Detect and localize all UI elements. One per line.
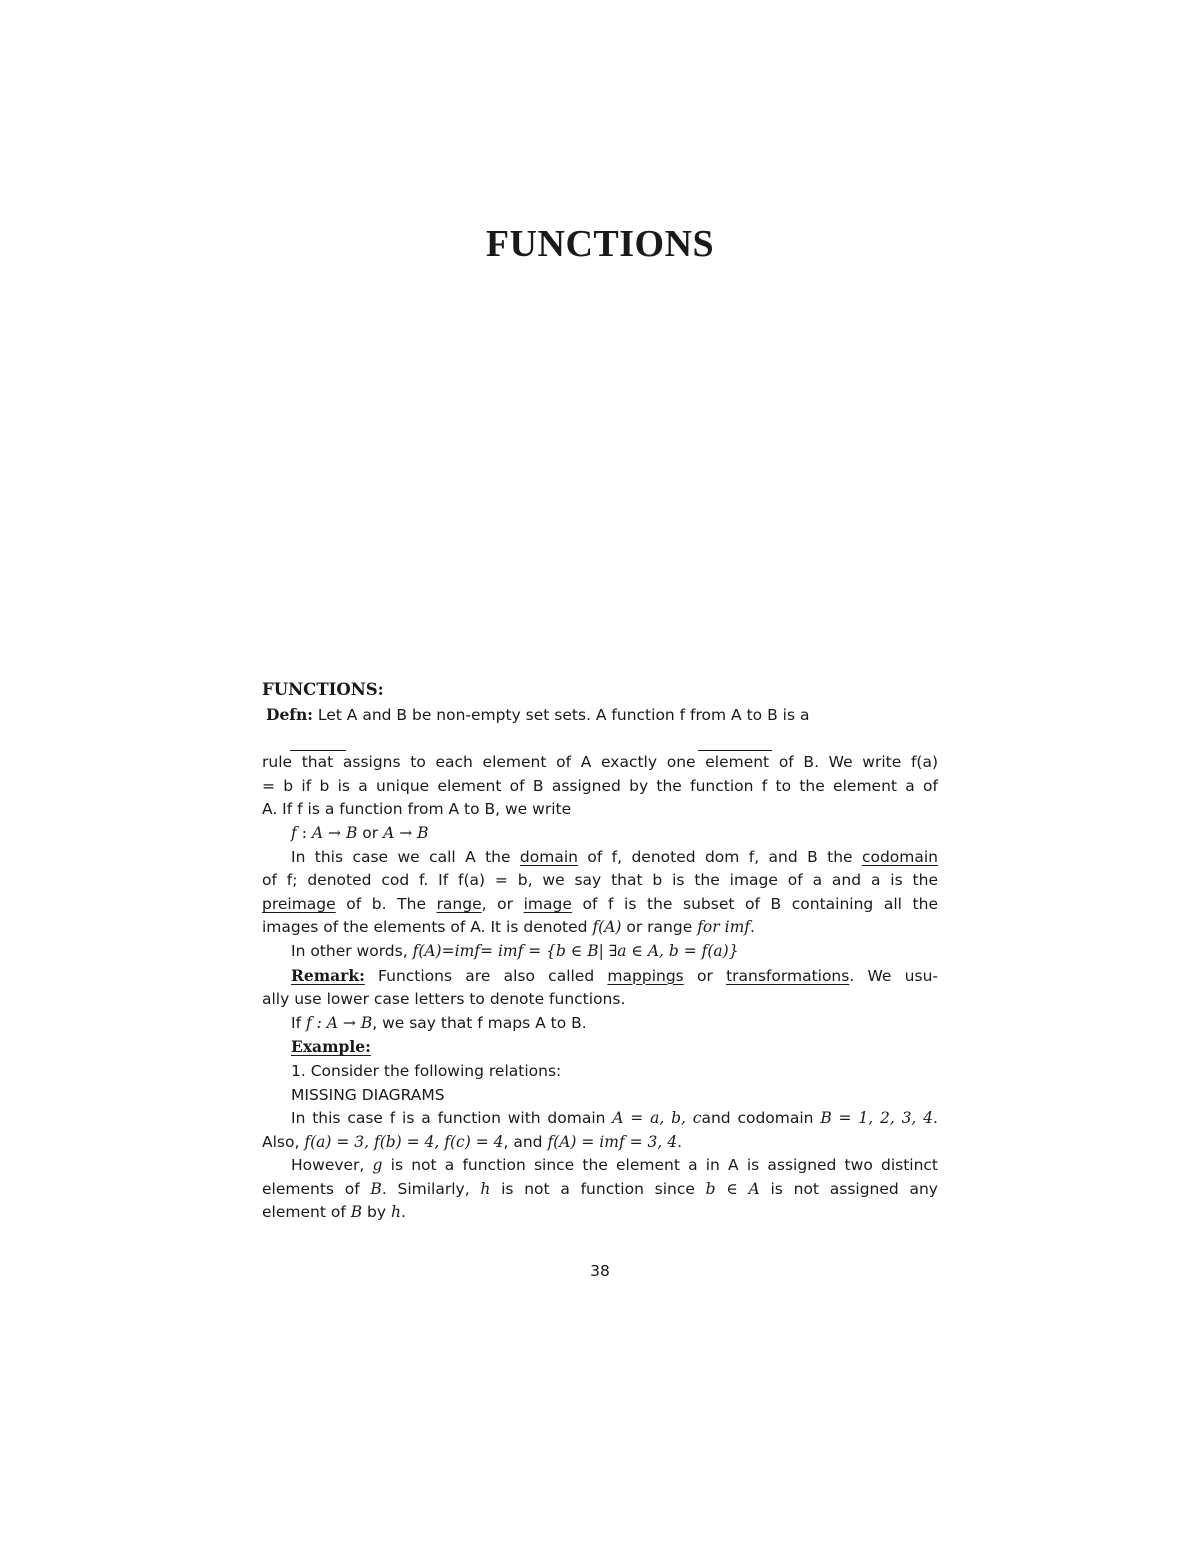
paragraph-line: In this case we call A the domain of f, denoted dom f, and B the codomain <box>291 847 938 866</box>
example-item: 1. Consider the following relations: <box>291 1061 562 1080</box>
definition-line: Defn: Let A and B be non-empty set sets. A function f from A to B is a <box>266 704 810 724</box>
however-line: However, g is not a function since the element a in A is assigned two distinct <box>291 1156 939 1175</box>
paragraph-line: preimage of b. The range, or image of f is the subset of B containing all the <box>262 894 938 913</box>
term-domain: domain <box>519 847 578 866</box>
term-image: image <box>523 894 572 913</box>
term-range: range <box>436 894 482 913</box>
definition-body-line: A. If f is a function from A to B, we write <box>262 800 572 819</box>
definition-body-line: = b if b is a unique element of B assigned by the function f to the element a of <box>262 776 938 795</box>
remark-label: Remark: <box>291 965 365 985</box>
paragraph-line: images of the elements of A. It is denoted f(A) or range for imf. <box>262 918 755 937</box>
case-line: In this case f is a function with domain A = a, b, cand codomain B = 1, 2, 3, 4. <box>291 1109 938 1128</box>
however-line: element of B by h. <box>262 1203 406 1222</box>
missing-diagrams-note: MISSING DIAGRAMS <box>291 1085 445 1104</box>
section-heading: FUNCTIONS: <box>262 680 384 699</box>
notation-line: f : A → B or A → B <box>291 823 429 842</box>
also-line: Also, f(a) = 3, f(b) = 4, f(c) = 4, and f(A) = imf = 3, 4. <box>262 1132 683 1151</box>
fill-in-blanks <box>262 727 938 751</box>
page-number: 38 <box>590 1262 610 1280</box>
defn-label: Defn: <box>266 704 313 724</box>
other-words-line: In other words, f(A)=imf= imf = {b ∈ B| ∃a ∈ A, b = f(a)} <box>291 941 739 960</box>
term-codomain: codomain <box>861 847 938 866</box>
remark-line: Remark: Functions are also called mappings or transformations. We usu- <box>291 965 938 985</box>
definition-body-line: rule that assigns to each element of A exactly one element of B. We write f(a) <box>262 753 938 772</box>
however-line: elements of B. Similarly, h is not a function since b ∈ A is not assigned any <box>262 1179 938 1198</box>
remark-line: ally use lower case letters to denote functions. <box>262 990 626 1009</box>
term-transformations: transformations <box>726 966 850 985</box>
maps-line: If f : A → B, we say that f maps A to B. <box>291 1013 587 1032</box>
term-mappings: mappings <box>607 966 684 985</box>
chapter-title: FUNCTIONS <box>485 223 715 265</box>
term-preimage: preimage <box>262 894 336 913</box>
example-heading: Example: <box>291 1037 371 1057</box>
paragraph-line: of f; denoted cod f. If f(a) = b, we say that b is the image of a and a is the <box>262 871 938 890</box>
body-text <box>262 678 938 1225</box>
